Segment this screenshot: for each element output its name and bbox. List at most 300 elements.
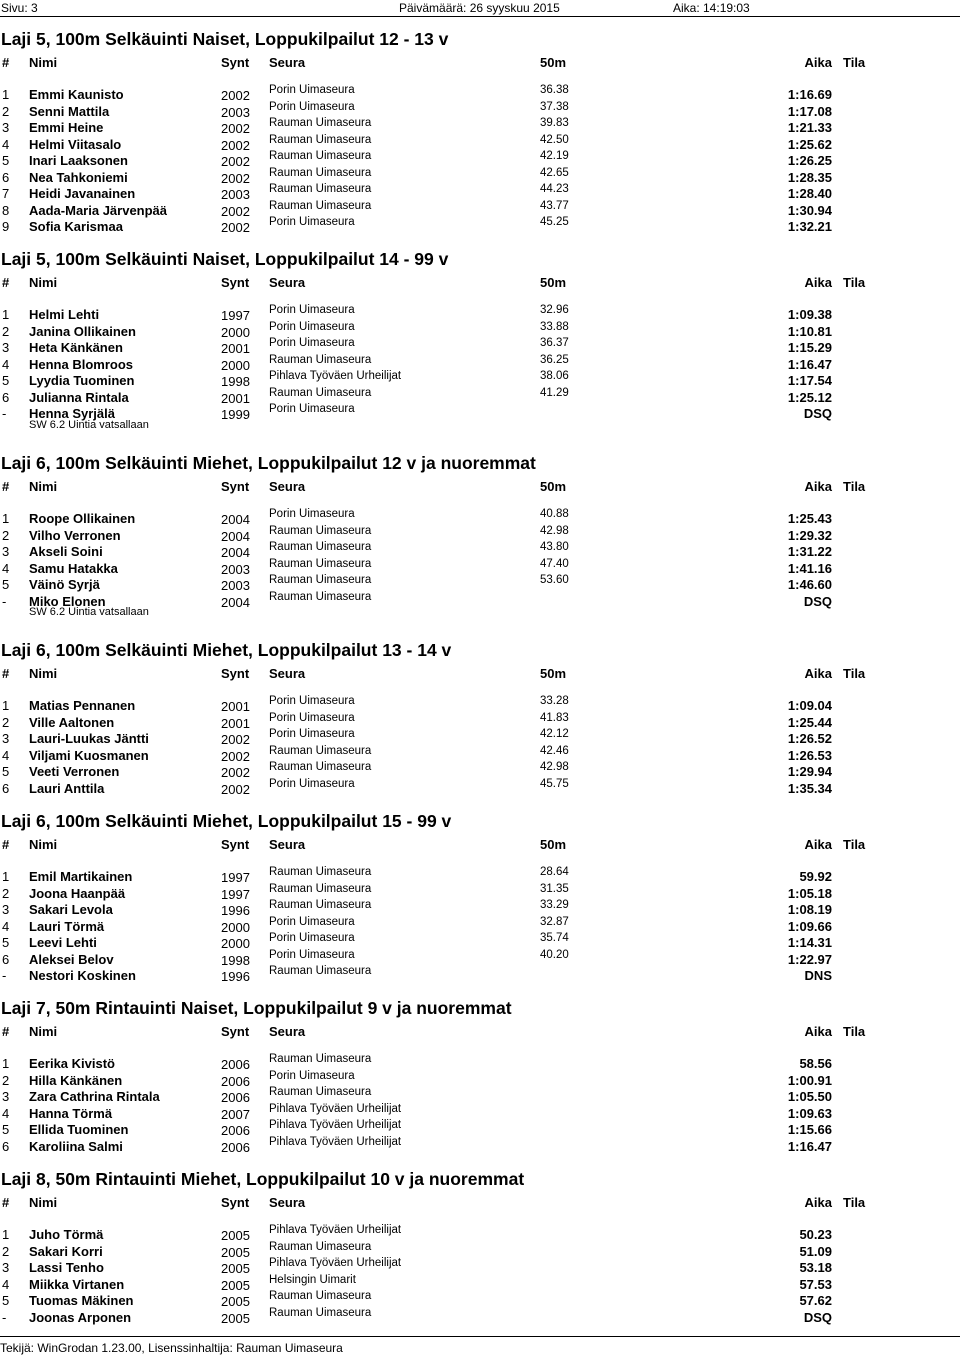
placing: 6: [2, 1138, 10, 1154]
final-time: 1:31.22: [787, 544, 832, 559]
placing: 5: [2, 153, 10, 168]
table-row: [0, 1054, 960, 1071]
placing: 5: [2, 577, 10, 592]
col-status-header: Tila: [843, 1024, 866, 1039]
col-split-header: 50m: [540, 479, 567, 494]
placing: 3: [2, 902, 10, 917]
club-name: Porin Uimaseura: [269, 728, 355, 740]
club-name: Porin Uimaseura: [269, 711, 355, 724]
swimmer-name: Joonas Arponen: [29, 1309, 132, 1325]
final-time: 1:29.32: [787, 527, 832, 543]
col-name-header: Nimi: [29, 55, 58, 70]
split-50m: 36.25: [540, 353, 569, 366]
split-50m: 37.38: [540, 100, 569, 113]
final-time: 1:00.91: [787, 1072, 832, 1088]
final-time: 1:09.38: [787, 307, 832, 322]
club-name: Rauman Uimaseura: [269, 386, 372, 399]
birth-year: 1996: [221, 969, 250, 984]
birth-year: 1997: [221, 870, 250, 885]
swimmer-name: Hilla Känkänen: [29, 1072, 123, 1088]
birth-year: 2002: [221, 765, 250, 780]
placing: 5: [2, 1293, 10, 1308]
swimmer-name: Karoliina Salmi: [29, 1138, 123, 1154]
final-time: 1:26.25: [787, 153, 832, 168]
placing: 4: [2, 1276, 10, 1292]
placing: 3: [2, 544, 10, 559]
swimmer-name: Lyydia Tuominen: [29, 373, 135, 388]
club-name: Rauman Uimaseura: [269, 166, 372, 179]
final-time: 1:05.18: [787, 885, 832, 901]
swimmer-name: Juho Törmä: [29, 1227, 104, 1242]
swimmer-name: Ellida Tuominen: [29, 1122, 129, 1137]
club-name: Rauman Uimaseura: [269, 557, 372, 570]
swimmer-name: Akseli Soini: [29, 544, 103, 559]
table-row: [0, 933, 960, 950]
split-50m: 45.25: [540, 216, 569, 228]
club-name: Porin Uimaseura: [269, 320, 355, 333]
club-name: Rauman Uimaseura: [269, 899, 372, 911]
placing: 1: [2, 1227, 10, 1242]
birth-year: 2005: [221, 1277, 250, 1293]
birth-year: 1997: [221, 308, 250, 323]
final-time: 1:16.47: [787, 1138, 832, 1154]
final-time: 1:05.50: [787, 1089, 832, 1104]
split-50m: 35.74: [540, 932, 569, 944]
col-time-header: Aika: [804, 479, 832, 494]
placing: 6: [2, 951, 10, 967]
birth-year: 2002: [221, 220, 250, 235]
split-50m: 32.87: [540, 915, 569, 928]
birth-year: 2005: [221, 1244, 250, 1260]
final-time: 1:22.97: [787, 951, 832, 967]
club-name: Rauman Uimaseura: [269, 199, 372, 212]
placing: 4: [2, 136, 10, 152]
birth-year: 2007: [221, 1106, 250, 1122]
placing: -: [2, 406, 7, 421]
final-time: 1:10.81: [787, 323, 832, 339]
split-50m: 33.28: [540, 695, 569, 707]
final-time: 58.56: [799, 1056, 832, 1071]
table-row: [0, 1225, 960, 1242]
col-club-header: Seura: [269, 1024, 306, 1039]
table-row: [0, 151, 960, 168]
table-row: [0, 135, 960, 152]
split-50m: 42.50: [540, 133, 569, 146]
club-name: Porin Uimaseura: [269, 1069, 355, 1082]
club-name: Rauman Uimaseura: [269, 744, 372, 757]
swimmer-name: Leevi Lehti: [29, 935, 97, 950]
table-row: [0, 729, 960, 746]
placing: 5: [2, 1122, 10, 1137]
final-time: 1:28.40: [787, 186, 832, 201]
final-time: 1:25.12: [787, 389, 832, 405]
birth-year: 2000: [221, 324, 250, 340]
split-50m: 42.65: [540, 166, 569, 179]
results-table: [0, 509, 960, 620]
split-50m: 40.20: [540, 948, 569, 961]
table-row: [0, 1137, 960, 1154]
table-row: [0, 388, 960, 405]
col-split-header: 50m: [540, 666, 567, 681]
club-name: Rauman Uimaseura: [269, 1086, 372, 1098]
swimmer-name: Aleksei Belov: [29, 951, 114, 967]
results-table: [0, 867, 960, 983]
section-title: Laji 8, 50m Rintauinti Miehet, Loppukilpailut 10 v ja nuoremmat: [1, 1169, 525, 1189]
final-time: 1:15.66: [787, 1122, 832, 1137]
split-50m: 41.83: [540, 711, 569, 724]
col-year-header: Synt: [221, 479, 250, 494]
disqualification-note: SW 6.2 Uintia vatsallaan: [29, 606, 149, 618]
club-name: Pihlava Työväen Urheilijat: [269, 1135, 402, 1148]
section-title: Laji 7, 50m Rintauinti Naiset, Loppukilpailut 9 v ja nuoremmat: [1, 998, 512, 1018]
final-time: 1:09.04: [787, 698, 832, 713]
table-row: [0, 575, 960, 592]
col-status-header: Tila: [843, 55, 866, 70]
col-status-header: Tila: [843, 275, 866, 290]
final-time: 53.18: [799, 1260, 832, 1275]
birth-year: 2006: [221, 1057, 250, 1072]
final-time: 1:25.43: [787, 511, 832, 526]
final-time: 1:14.31: [787, 935, 832, 950]
placing: 5: [2, 764, 10, 779]
split-50m: 45.75: [540, 777, 569, 790]
final-time: 1:09.66: [787, 918, 832, 934]
birth-year: 2003: [221, 104, 250, 120]
swimmer-name: Sofia Karismaa: [29, 219, 123, 234]
final-time: 1:25.44: [787, 714, 832, 730]
final-time: 50.23: [799, 1227, 832, 1242]
col-rank-header: #: [2, 666, 10, 681]
swimmer-name: Eerika Kivistö: [29, 1056, 115, 1071]
column-header-row: [0, 1195, 960, 1211]
placing: 3: [2, 120, 10, 135]
birth-year: 2003: [221, 187, 250, 202]
final-time: 57.53: [799, 1276, 832, 1292]
placing: 7: [2, 186, 10, 201]
section-title: Laji 6, 100m Selkäuinti Miehet, Loppukilpailut 13 - 14 v: [1, 640, 452, 660]
swimmer-name: Inari Laaksonen: [29, 153, 128, 168]
birth-year: 2004: [221, 512, 250, 527]
split-50m: 43.77: [540, 199, 569, 212]
birth-year: 1997: [221, 886, 250, 902]
placing: 9: [2, 219, 10, 234]
table-row: [0, 184, 960, 201]
table-row: [0, 1242, 960, 1259]
birth-year: 2003: [221, 561, 250, 577]
swimmer-name: Emmi Kaunisto: [29, 87, 124, 102]
swimmer-name: Henna Blomroos: [29, 356, 134, 372]
birth-year: 2005: [221, 1228, 250, 1243]
final-time: 1:15.29: [787, 340, 832, 355]
club-name: Porin Uimaseura: [269, 337, 355, 349]
final-time: 1:26.53: [787, 747, 832, 763]
split-50m: 28.64: [540, 866, 569, 878]
col-status-header: Tila: [843, 837, 866, 852]
birth-year: 2006: [221, 1123, 250, 1138]
swimmer-name: Nea Tahkoniemi: [29, 169, 128, 185]
col-time-header: Aika: [804, 55, 832, 70]
placing: 2: [2, 1243, 10, 1259]
birth-year: 2001: [221, 390, 250, 406]
club-name: Rauman Uimaseura: [269, 183, 372, 195]
final-time: 1:21.33: [787, 120, 832, 135]
col-club-header: Seura: [269, 666, 306, 681]
col-year-header: Synt: [221, 837, 250, 852]
swimmer-name: Emmi Heine: [29, 120, 104, 135]
col-name-header: Nimi: [29, 1195, 58, 1210]
swimmer-name: Janina Ollikainen: [29, 323, 136, 339]
club-name: Pihlava Työväen Urheilijat: [269, 1119, 402, 1131]
birth-year: 2006: [221, 1073, 250, 1089]
split-50m: 33.88: [540, 320, 569, 333]
swimmer-name: Viljami Kuosmanen: [29, 747, 149, 763]
col-name-header: Nimi: [29, 479, 58, 494]
table-row: [0, 542, 960, 559]
results-table: [0, 305, 960, 433]
table-row: [0, 1120, 960, 1137]
col-club-header: Seura: [269, 55, 306, 70]
placing: 4: [2, 356, 10, 372]
table-row: [0, 1071, 960, 1088]
swimmer-name: Miikka Virtanen: [29, 1276, 125, 1292]
col-split-header: 50m: [540, 275, 567, 290]
final-time: 1:29.94: [787, 764, 832, 779]
table-row: [0, 746, 960, 763]
swimmer-name: Aada-Maria Järvenpää: [29, 202, 168, 218]
col-rank-header: #: [2, 1195, 10, 1210]
table-row: [0, 900, 960, 917]
placing: 3: [2, 1260, 10, 1275]
club-name: Rauman Uimaseura: [269, 882, 372, 895]
swimmer-name: Heta Känkänen: [29, 340, 123, 355]
placing: 1: [2, 1056, 10, 1071]
section-title: Laji 6, 100m Selkäuinti Miehet, Loppukilpailut 12 v ja nuoremmat: [1, 453, 536, 473]
disqualification-note: SW 6.2 Uintia vatsallaan: [29, 418, 149, 431]
col-split-header: 50m: [540, 837, 567, 852]
table-row: [0, 509, 960, 526]
results-table: [0, 696, 960, 795]
swimmer-name: Nestori Koskinen: [29, 968, 136, 983]
section-title: Laji 5, 100m Selkäuinti Naiset, Loppukilpailut 14 - 99 v: [1, 249, 449, 269]
final-time: 1:25.62: [787, 136, 832, 152]
swimmer-name: Lassi Tenho: [29, 1260, 104, 1275]
club-name: Rauman Uimaseura: [269, 1290, 372, 1302]
split-50m: 39.83: [540, 117, 569, 129]
birth-year: 2001: [221, 699, 250, 714]
print-time: Aika: 14:19:03: [673, 1, 750, 15]
birth-year: 1996: [221, 903, 250, 918]
birth-year: 1998: [221, 952, 250, 968]
club-name: Pihlava Työväen Urheilijat: [269, 1257, 402, 1269]
final-time: 1:09.63: [787, 1105, 832, 1121]
swimmer-name: Helmi Viitasalo: [29, 136, 122, 152]
split-50m: 42.98: [540, 524, 569, 537]
table-row: [0, 696, 960, 713]
placing: 4: [2, 918, 10, 934]
club-name: Rauman Uimaseura: [269, 150, 372, 162]
birth-year: 2002: [221, 121, 250, 136]
final-time: DSQ: [803, 1309, 832, 1325]
swimmer-name: Tuomas Mäkinen: [29, 1293, 134, 1308]
swimmer-name: Väinö Syrjä: [29, 577, 100, 592]
split-50m: 42.46: [540, 744, 569, 757]
table-row: [0, 102, 960, 119]
placing: 4: [2, 1105, 10, 1121]
table-row: [0, 713, 960, 730]
placing: 8: [2, 202, 10, 218]
club-name: Rauman Uimaseura: [269, 590, 372, 603]
birth-year: 2001: [221, 715, 250, 731]
col-year-header: Synt: [221, 666, 250, 681]
swimmer-name: Julianna Rintala: [29, 389, 129, 405]
club-name: Helsingin Uimarit: [269, 1273, 356, 1286]
swimmer-name: Lauri Anttila: [29, 780, 105, 796]
col-club-header: Seura: [269, 837, 306, 852]
col-time-header: Aika: [804, 666, 832, 681]
birth-year: 2002: [221, 88, 250, 103]
birth-year: 2005: [221, 1294, 250, 1309]
club-name: Rauman Uimaseura: [269, 965, 372, 977]
table-row: [0, 371, 960, 388]
swimmer-name: Samu Hatakka: [29, 560, 118, 576]
split-50m: 36.37: [540, 337, 569, 349]
col-rank-header: #: [2, 837, 10, 852]
print-date: Päivämäärä: 26 syyskuu 2015: [399, 1, 560, 15]
placing: 1: [2, 87, 10, 102]
col-rank-header: #: [2, 55, 10, 70]
club-name: Rauman Uimaseura: [269, 117, 372, 129]
birth-year: 2002: [221, 748, 250, 764]
placing: 1: [2, 869, 10, 884]
section-title: Laji 5, 100m Selkäuinti Naiset, Loppukilpailut 12 - 13 v: [1, 29, 449, 49]
birth-year: 2006: [221, 1139, 250, 1155]
birth-year: 2000: [221, 357, 250, 373]
placing: 1: [2, 511, 10, 526]
results-table: [0, 1225, 960, 1324]
club-name: Rauman Uimaseura: [269, 574, 372, 586]
placing: 2: [2, 714, 10, 730]
swimmer-name: Joona Haanpää: [29, 885, 126, 901]
final-time: 1:16.47: [787, 356, 832, 372]
placing: 5: [2, 373, 10, 388]
club-name: Porin Uimaseura: [269, 84, 355, 96]
column-header-row: [0, 1024, 960, 1040]
placing: 4: [2, 560, 10, 576]
placing: -: [2, 968, 7, 983]
split-50m: 42.98: [540, 761, 569, 773]
swimmer-name: Helmi Lehti: [29, 307, 100, 322]
split-50m: 36.38: [540, 84, 569, 96]
col-name-header: Nimi: [29, 666, 58, 681]
col-year-header: Synt: [221, 1024, 250, 1039]
col-split-header: 50m: [540, 55, 567, 70]
placing: 5: [2, 935, 10, 950]
col-club-header: Seura: [269, 479, 306, 494]
col-status-header: Tila: [843, 479, 866, 494]
table-row: [0, 1291, 960, 1308]
table-row: [0, 559, 960, 576]
final-time: 51.09: [799, 1243, 832, 1259]
col-time-header: Aika: [804, 1024, 832, 1039]
table-row: [0, 779, 960, 796]
swimmer-name: Veeti Verronen: [29, 764, 120, 779]
final-time: 1:30.94: [787, 202, 832, 218]
split-50m: 41.29: [540, 386, 569, 399]
placing: 2: [2, 885, 10, 901]
birth-year: 2002: [221, 154, 250, 169]
column-header-row: [0, 666, 960, 682]
table-row: [0, 1087, 960, 1104]
placing: 3: [2, 340, 10, 355]
swimmer-name: Senni Mattila: [29, 103, 110, 119]
swimmer-name: Henna Syrjälä: [29, 406, 115, 421]
placing: -: [2, 593, 7, 609]
col-name-header: Nimi: [29, 837, 58, 852]
col-club-header: Seura: [269, 1195, 306, 1210]
swimmer-name: Heidi Javanainen: [29, 186, 136, 201]
swimmer-name: Matias Pennanen: [29, 698, 136, 713]
col-name-header: Nimi: [29, 1024, 58, 1039]
final-time: 1:26.52: [787, 731, 832, 746]
club-name: Rauman Uimaseura: [269, 353, 372, 366]
table-row: [0, 355, 960, 372]
club-name: Rauman Uimaseura: [269, 541, 372, 553]
split-50m: 42.19: [540, 150, 569, 162]
club-name: Rauman Uimaseura: [269, 1240, 372, 1253]
birth-year: 2000: [221, 936, 250, 951]
col-status-header: Tila: [843, 1195, 866, 1210]
placing: -: [2, 1309, 7, 1325]
club-name: Porin Uimaseura: [269, 403, 355, 415]
split-50m: 33.29: [540, 899, 569, 911]
club-name: Rauman Uimaseura: [269, 1306, 372, 1319]
table-row: [0, 305, 960, 322]
placing: 6: [2, 780, 10, 796]
placing: 3: [2, 1089, 10, 1104]
birth-year: 2006: [221, 1090, 250, 1105]
footer-text: Tekijä: WinGrodan 1.23.00, Lisenssinhaltija: Rauman Uimaseura: [0, 1341, 343, 1355]
club-name: Pihlava Työväen Urheilijat: [269, 370, 402, 382]
swimmer-name: Lauri-Luukas Jäntti: [29, 731, 149, 746]
table-row: [0, 762, 960, 779]
birth-year: 2000: [221, 919, 250, 935]
col-time-header: Aika: [804, 275, 832, 290]
placing: 4: [2, 747, 10, 763]
results-table: [0, 1054, 960, 1153]
placing: 6: [2, 389, 10, 405]
col-year-header: Synt: [221, 1195, 250, 1210]
club-name: Pihlava Työväen Urheilijat: [269, 1224, 402, 1236]
final-time: 1:17.54: [787, 373, 832, 388]
table-row: [0, 1258, 960, 1275]
birth-year: 1999: [221, 407, 250, 422]
split-50m: 40.88: [540, 508, 569, 520]
split-50m: 53.60: [540, 574, 569, 586]
table-row: [0, 118, 960, 135]
page-number: Sivu: 3: [1, 1, 38, 15]
col-year-header: Synt: [221, 55, 250, 70]
split-50m: 47.40: [540, 557, 569, 570]
birth-year: 1998: [221, 374, 250, 389]
birth-year: 2002: [221, 732, 250, 747]
club-name: Porin Uimaseura: [269, 695, 355, 707]
placing: 2: [2, 527, 10, 543]
club-name: Pihlava Työväen Urheilijat: [269, 1102, 402, 1115]
col-time-header: Aika: [804, 1195, 832, 1210]
split-50m: 38.06: [540, 370, 569, 382]
club-name: Porin Uimaseura: [269, 100, 355, 113]
final-time: 1:08.19: [787, 902, 832, 917]
